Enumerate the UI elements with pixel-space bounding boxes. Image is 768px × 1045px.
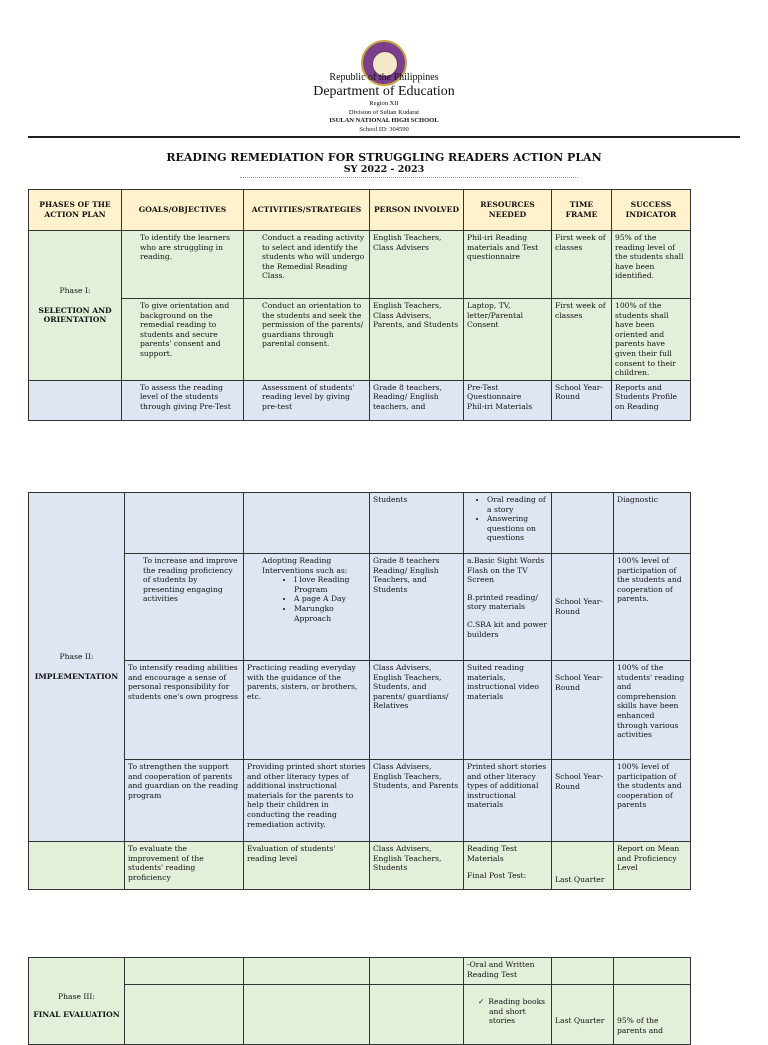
school-year: SY 2022 - 2023 (343, 164, 425, 175)
p3r1-activity (244, 985, 370, 1045)
p1r3-person: Grade 8 teachers, Reading/ English teachers, and (370, 380, 464, 420)
p2r4-resource (464, 842, 552, 890)
p2r3-activity: Providing printed short stories and other literacy types of additional instructional materials for the parents to help their children in conducting the reading remediation activity. (244, 760, 370, 842)
p2r2-activity: Practicing reading everyday with the guidance of the parents, sisters, or brothers, etc. (244, 661, 370, 760)
p3r0-activity (244, 958, 370, 985)
p1r3-phase (29, 380, 122, 420)
action-plan-table-part-1 (28, 189, 691, 421)
header-rule (28, 136, 740, 138)
p2r3-person: Class Advisers, English Teachers, Students, and Parents (370, 760, 464, 842)
p2r1-goal: To increase and improve the reading proficiency of students by presenting engaging activities (125, 554, 244, 661)
col-header-resources: RESOURCES NEEDED (464, 190, 552, 231)
p2r0-goal (125, 493, 244, 554)
p3r0-indicator (614, 958, 691, 985)
department-line: Department of Education (313, 84, 455, 99)
p2r1-activity-item-1: • I love Reading Program (294, 575, 366, 594)
p1r1-indicator: 95% of the reading level of the students shall have been identified. (612, 231, 691, 299)
p2r1-resource-a: a.Basic Sight Words Flash on the TV Screen (467, 556, 545, 585)
p2r4-time: Last Quarter (552, 842, 614, 890)
title-divider (240, 177, 578, 178)
phase-1-cell (29, 231, 122, 381)
p2r1-indicator: 100% level of participation of the students and cooperation of parents. (614, 554, 691, 661)
p3r1-resource-item-1: ✓ Reading books and short stories (489, 997, 548, 1026)
p2r4-person: Class Advisers, English Teachers, Students (370, 842, 464, 890)
p1r2-indicator: 100% of the students shall have been oriented and parents have given their full consent to their children. (612, 299, 691, 381)
phase-3-label: Phase III: (58, 992, 95, 1002)
p1r1-time: First week of classes (552, 231, 612, 299)
p2r1-resource-b: B.printed reading/ story materials (467, 592, 538, 612)
phase-2-cell (29, 493, 125, 842)
p1r3-goal: To assess the reading level of the students through giving Pre-Test (122, 380, 244, 420)
p3r1-indicator: 95% of the parents and (614, 985, 691, 1045)
p2r3-resource: Printed short stories and other literacy types of additional instructional materials (464, 760, 552, 842)
p2r4-resource-1: Reading Test Materials (467, 844, 518, 863)
p2r1-time: School Year-Round (552, 554, 614, 661)
p1r3-time: School Year-Round (552, 380, 612, 420)
p1r3-indicator: Reports and Students Profile on Reading (612, 380, 691, 420)
action-plan-table-part-3 (28, 957, 691, 1045)
p2r0-indicator: Diagnostic (614, 493, 691, 554)
p3r0-resource: -Oral and Written Reading Test (464, 958, 552, 985)
action-plan-table-part-2 (28, 492, 691, 890)
p2r1-activity-item-2: • A page A Day (294, 594, 366, 604)
phase-1-label: Phase I: (59, 285, 91, 295)
p2r0-time (552, 493, 614, 554)
p2r1-resource (464, 554, 552, 661)
phase-3-name: FINAL EVALUATION (33, 1010, 120, 1019)
p2r4-indicator: Report on Mean and Proficiency Level (614, 842, 691, 890)
p1r2-goal: To give orientation and background on the remedial reading to students and secure parents' consent and support. (122, 299, 244, 381)
school-id-line: School ID: 304590 (359, 126, 409, 133)
p1r3-resource-1: Pre-Test Questionnaire (467, 382, 522, 402)
p2r3-indicator: 100% level of participation of the students and cooperation of parents (614, 760, 691, 842)
p2r0-resource-item-2: • Answering questions on questions (487, 514, 548, 543)
p2r1-activity-item-3: • Marungko Approach (294, 604, 366, 623)
col-header-goals: GOALS/OBJECTIVES (122, 190, 244, 231)
p2r2-time: School Year-Round (552, 661, 614, 760)
p1r2-resource: Laptop, TV, letter/Parental Consent (464, 299, 552, 381)
p1r1-resource: Phil-iri Reading materials and Test questionnaire (464, 231, 552, 299)
division-line: Division of Sultan Kudarat (348, 109, 420, 116)
p2r1-activity (244, 554, 370, 661)
phase-2-name: IMPLEMENTATION (34, 672, 119, 681)
col-header-time: TIME FRAME (552, 190, 612, 231)
phase-1-name: SELECTION AND ORIENTATION (38, 305, 112, 325)
p3r1-resource (464, 985, 552, 1045)
p2r4-activity: Evaluation of students' reading level (244, 842, 370, 890)
p2r0-resource-item-1: • Oral reading of a story (487, 495, 548, 514)
p1r1-activity: Conduct a reading activity to select and identify the students who will undergo the Remedial Reading Class. (244, 231, 370, 299)
p3r1-time: Last Quarter (552, 985, 614, 1045)
p2r1-resource-c: C.SRA kit and power builders (467, 619, 548, 639)
p3r0-person (370, 958, 464, 985)
p1r2-activity: Conduct an orientation to the students and seek the permission of the parents/ guardians through parental consent. (244, 299, 370, 381)
p1r1-person: English Teachers, Class Advisers (370, 231, 464, 299)
p2r1-person: Grade 8 teachers Reading/ English Teachers, and Students (370, 554, 464, 661)
p2r4-resource-2: Final Post Test: (467, 871, 527, 881)
p2r1-activity-intro: Adopting Reading Interventions such as: (262, 556, 348, 575)
document-title: READING REMEDIATION FOR STRUGGLING READERS ACTION PLAN (166, 151, 602, 164)
p3r0-time (552, 958, 614, 985)
school-line: ISULAN NATIONAL HIGH SCHOOL (329, 117, 439, 124)
p2r2-resource: Suited reading materials, instructional video materials (464, 661, 552, 760)
region-line: Region XII (369, 100, 399, 107)
p1r3-activity: Assessment of students' reading level by giving pre-test (244, 380, 370, 420)
p2r0-activity (244, 493, 370, 554)
p1r3-resource (464, 380, 552, 420)
col-header-activities: ACTIVITIES/STRATEGIES (244, 190, 370, 231)
p2r4-phase (29, 842, 125, 890)
col-header-indicator: SUCCESS INDICATOR (612, 190, 691, 231)
p2r2-indicator: 100% of the students' reading and comprehension skills have been enhanced through various activities (614, 661, 691, 760)
p2r3-time: School Year-Round (552, 760, 614, 842)
p3r1-person (370, 985, 464, 1045)
republic-line: Republic of the Philippines (329, 72, 439, 83)
p2r0-person: Students (370, 493, 464, 554)
p1r1-goal: To identify the learners who are struggling in reading. (122, 231, 244, 299)
p1r2-person: English Teachers, Class Advisers, Parents, and Students (370, 299, 464, 381)
p2r0-resource (464, 493, 552, 554)
p2r3-goal: To strengthen the support and cooperation of parents and guardian on the reading program (125, 760, 244, 842)
col-header-person: PERSON INVOLVED (370, 190, 464, 231)
p1r2-time: First week of classes (552, 299, 612, 381)
col-header-phases: PHASES OF THE ACTION PLAN (29, 190, 122, 231)
p3r1-goal (125, 985, 244, 1045)
phase-2-label: Phase II: (59, 652, 94, 662)
p3r0-goal (125, 958, 244, 985)
phase-3-cell (29, 958, 125, 1045)
p2r4-goal: To evaluate the improvement of the students' reading proficiency (125, 842, 244, 890)
p1r3-resource-2: Phil-iri Materials (467, 401, 533, 411)
p2r2-goal: To intensify reading abilities and encourage a sense of personal responsibility for students one's own progress (125, 661, 244, 760)
p2r2-person: Class Advisers, English Teachers, Students, and parents/ guardians/ Relatives (370, 661, 464, 760)
